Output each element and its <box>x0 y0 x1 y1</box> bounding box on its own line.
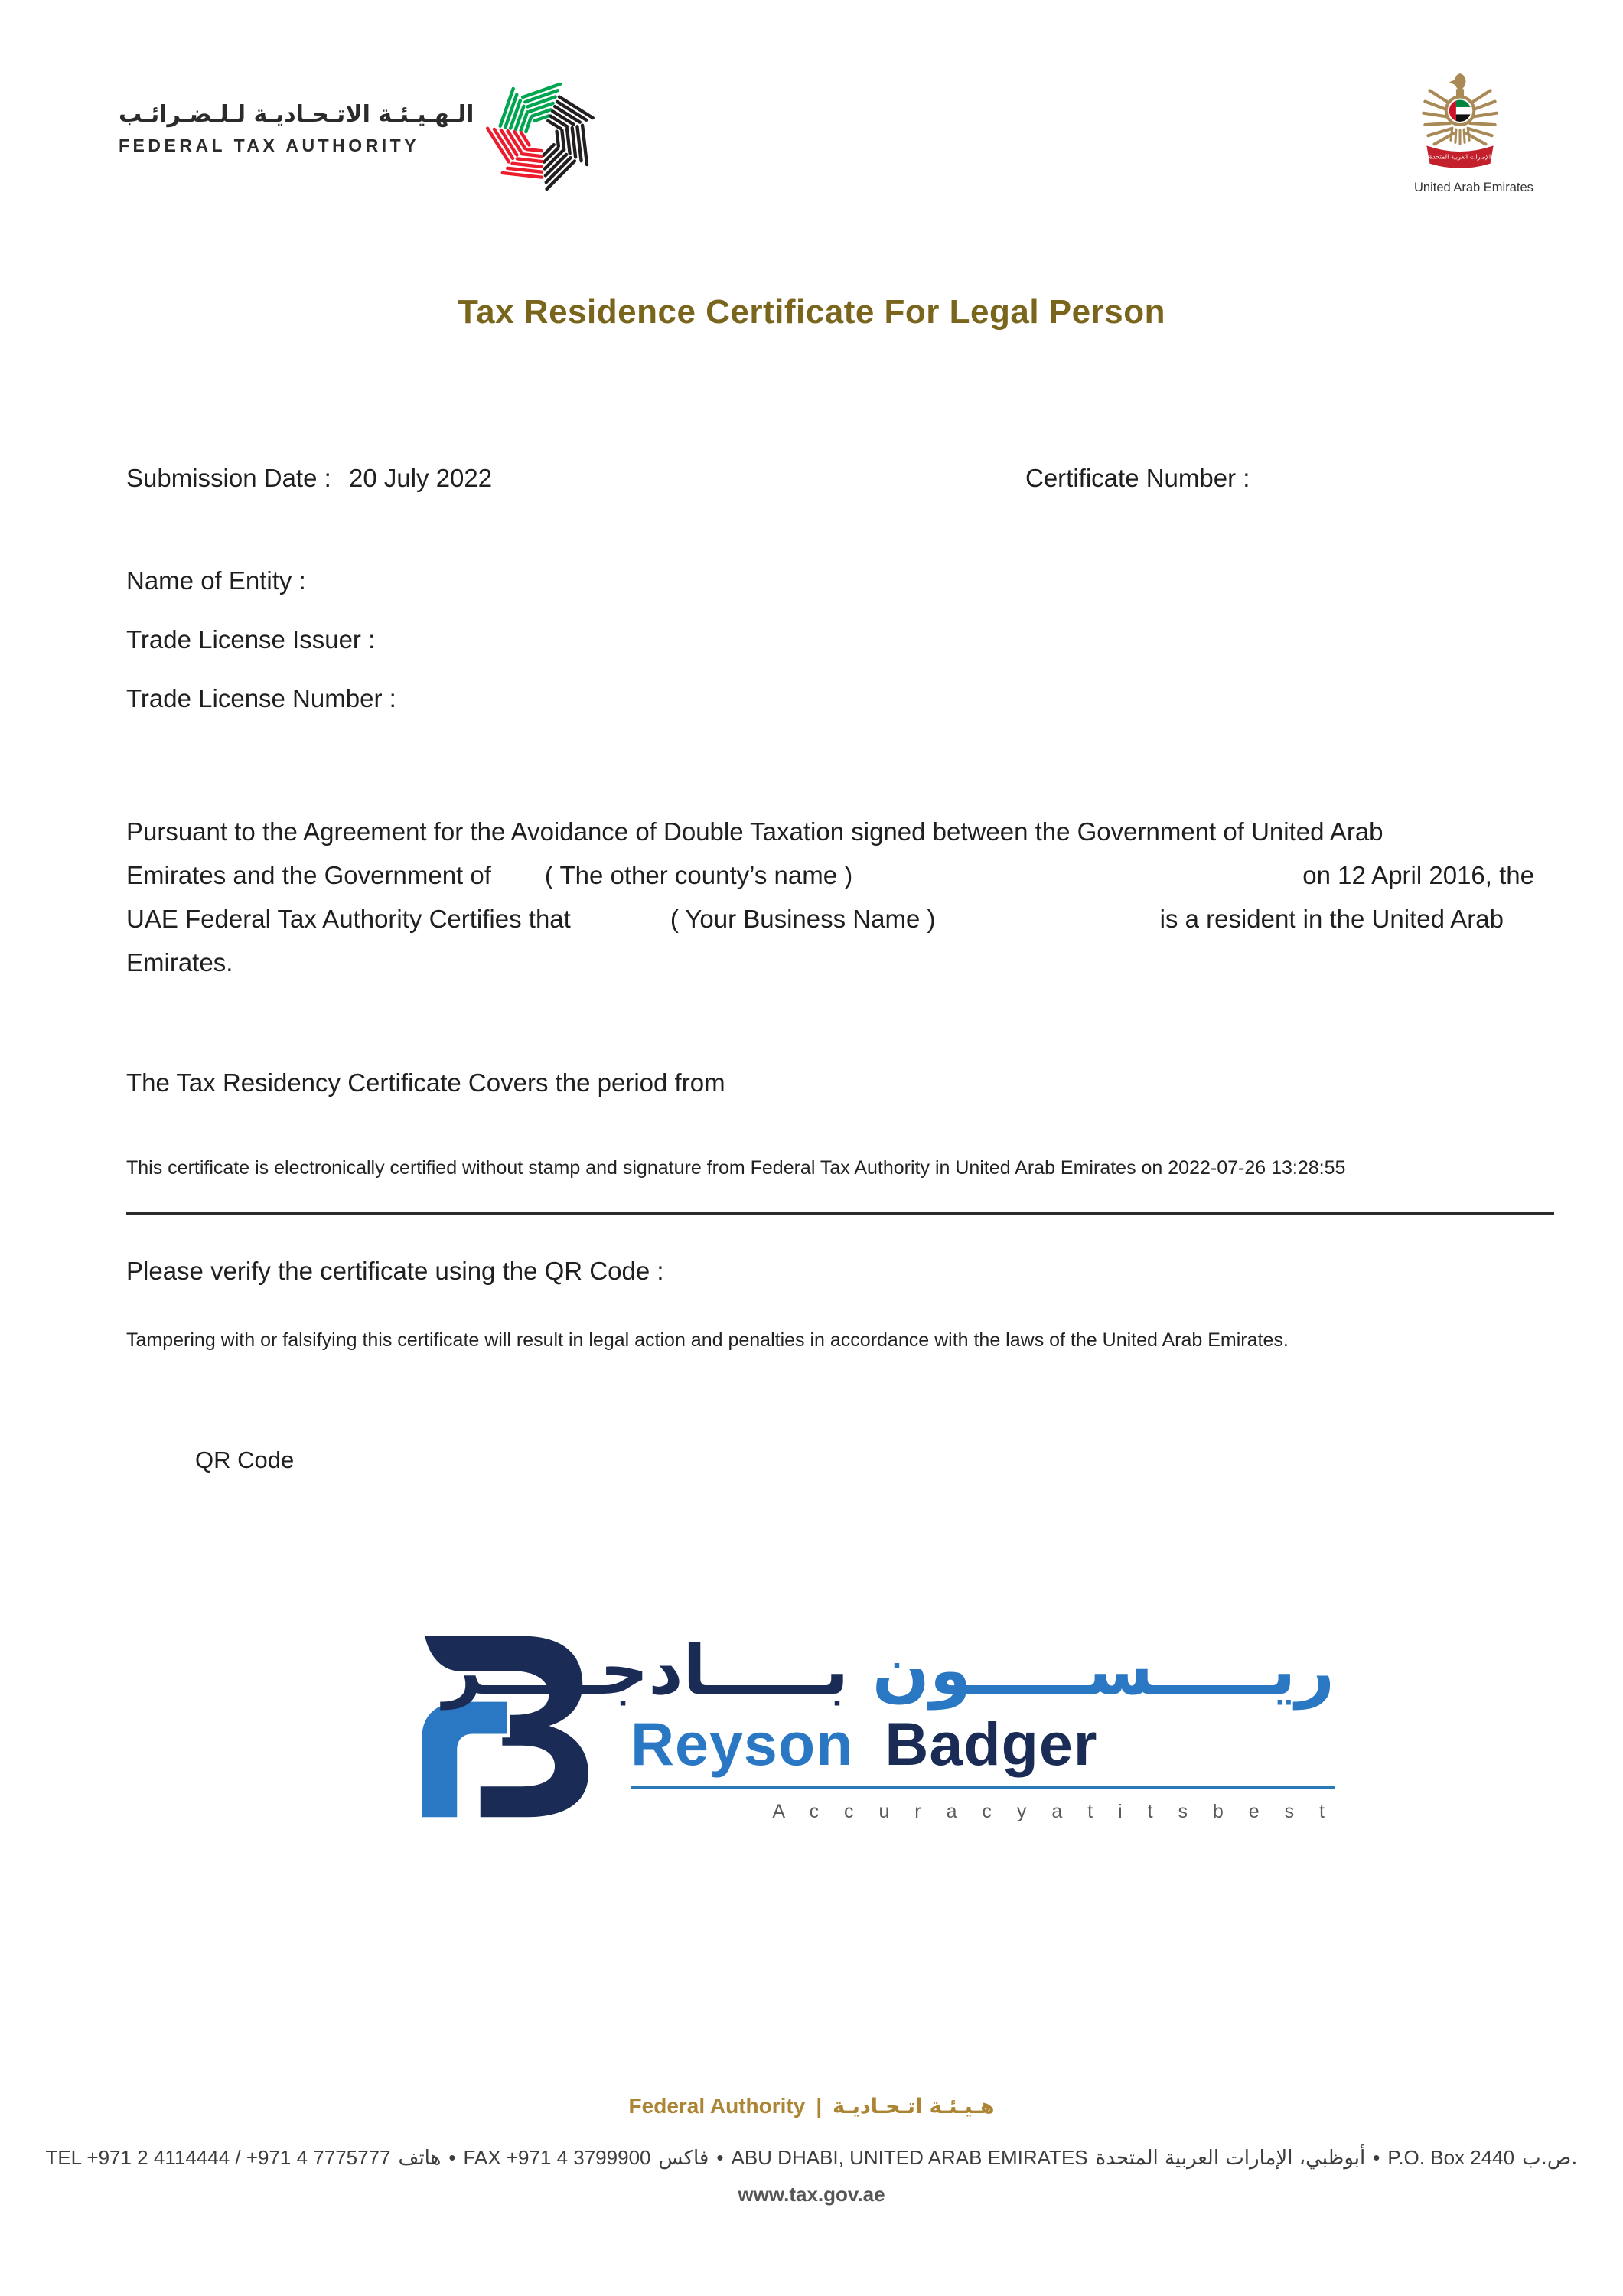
reyson-badger-english-name <box>631 1710 1335 1779</box>
footer-address-en: ABU DHABI, UNITED ARAB EMIRATES <box>731 2146 1088 2169</box>
verify-instruction: Please verify the certificate using the QR Code : <box>126 1257 664 1285</box>
bullet-separator: • <box>448 2146 456 2169</box>
agreement-line-2 <box>126 853 1534 897</box>
uae-falcon-icon <box>1417 70 1503 179</box>
field-name-of-entity <box>126 566 306 595</box>
footer-tel: TEL +971 2 4114444 / +971 4 7775777 <box>45 2146 391 2169</box>
agreement-text: on 12 April 2016, the <box>1302 861 1534 889</box>
reyson-badger-logo <box>412 1632 1335 1823</box>
agreement-text: Pursuant to the Agreement for the Avoidance of Double Taxation signed between the Government of United Arab <box>126 817 1383 846</box>
svg-text:الإمارات العربية المتحدة: الإمارات العربية المتحدة <box>1429 152 1491 161</box>
bullet-separator: • <box>1373 2146 1380 2169</box>
footer-fax-arabic: فاكس <box>658 2146 709 2170</box>
footer-contact-line <box>0 2146 1623 2170</box>
agreement-text: Emirates and the Government of <box>126 861 491 889</box>
fta-arabic-name: الـهـيـئـة الاتـحـاديـة لـلـضـرائـب <box>119 101 474 128</box>
field-trade-license-number <box>126 684 396 713</box>
business-name-placeholder: ( Your Business Name ) <box>670 905 936 933</box>
page-title: Tax Residence Certificate For Legal Person <box>458 293 1165 331</box>
qr-code-label: QR Code <box>195 1446 295 1473</box>
footer-website: www.tax.gov.ae <box>738 2183 885 2206</box>
certificate-number-label: Certificate Number : <box>1025 464 1250 492</box>
reyson-badger-arabic-name <box>442 1631 1335 1710</box>
fta-logo <box>119 80 597 191</box>
footer-pobox: P.O. Box 2440 <box>1387 2146 1515 2169</box>
tampering-warning: Tampering with or falsifying this certificate will result in legal action and penalties in accordance with the laws of the United Arab Emirates. <box>126 1329 1289 1351</box>
footer-divider: | <box>816 2094 823 2118</box>
period-statement: The Tax Residency Certificate Covers the period from <box>126 1068 725 1097</box>
submission-date-value: 20 July 2022 <box>348 464 493 492</box>
bullet-separator: • <box>716 2146 724 2169</box>
logo-tagline: A c c u r a c y a t i t s b e s t <box>772 1801 1335 1823</box>
footer-authority-en: Federal Authority <box>628 2094 806 2118</box>
footer-address-arabic: أبوظبي، الإمارات العربية المتحدة <box>1095 2146 1366 2170</box>
submission-date-label: Submission Date : <box>126 464 331 492</box>
field-label: Trade License Issuer : <box>126 625 376 654</box>
fta-english-name: FEDERAL TAX AUTHORITY <box>119 135 420 155</box>
field-label: Trade License Number : <box>126 684 396 713</box>
agreement-line-4 <box>126 941 1534 984</box>
certificate-number <box>1025 464 1250 493</box>
reyson-arabic: ريـــــســـــون <box>872 1631 1335 1710</box>
badger-arabic: بـــــادجـــــر <box>442 1631 849 1710</box>
logo-underline <box>631 1786 1335 1789</box>
uae-emblem <box>1414 70 1533 195</box>
footer-tel-arabic: هاتف <box>398 2146 442 2170</box>
divider-line <box>126 1212 1554 1215</box>
fta-emblem-icon <box>486 80 597 191</box>
reyson-badger-text <box>442 1631 1335 1823</box>
field-trade-license-issuer <box>126 625 375 654</box>
agreement-line-1 <box>126 810 1534 853</box>
field-label: Name of Entity : <box>126 566 306 595</box>
footer-fax: FAX +971 4 3799900 <box>463 2146 651 2169</box>
electronic-certification-note: This certificate is electronically certified without stamp and signature from Federal Tax Authority in United Arab Emirates on 2022-07-26 13:28:55 <box>126 1157 1346 1179</box>
agreement-paragraph <box>126 810 1534 984</box>
submission-date <box>126 464 492 493</box>
agreement-text: UAE Federal Tax Authority Certifies that <box>126 905 571 933</box>
reyson-wordmark: Reyson <box>631 1710 854 1779</box>
footer-authority-ar: هـيـئـة اتـحـاديـة <box>833 2094 995 2118</box>
footer-pobox-arabic: ص.ب. <box>1522 2146 1578 2170</box>
agreement-text: is a resident in the United Arab <box>1159 905 1504 933</box>
agreement-text: Emirates. <box>126 948 233 977</box>
footer-authority-line <box>0 2094 1623 2118</box>
uae-emblem-caption: United Arab Emirates <box>1414 181 1533 194</box>
fta-logo-text <box>119 101 474 156</box>
badger-wordmark: Badger <box>885 1710 1098 1779</box>
agreement-line-3 <box>126 897 1534 941</box>
other-country-placeholder: ( The other county’s name ) <box>544 861 853 889</box>
